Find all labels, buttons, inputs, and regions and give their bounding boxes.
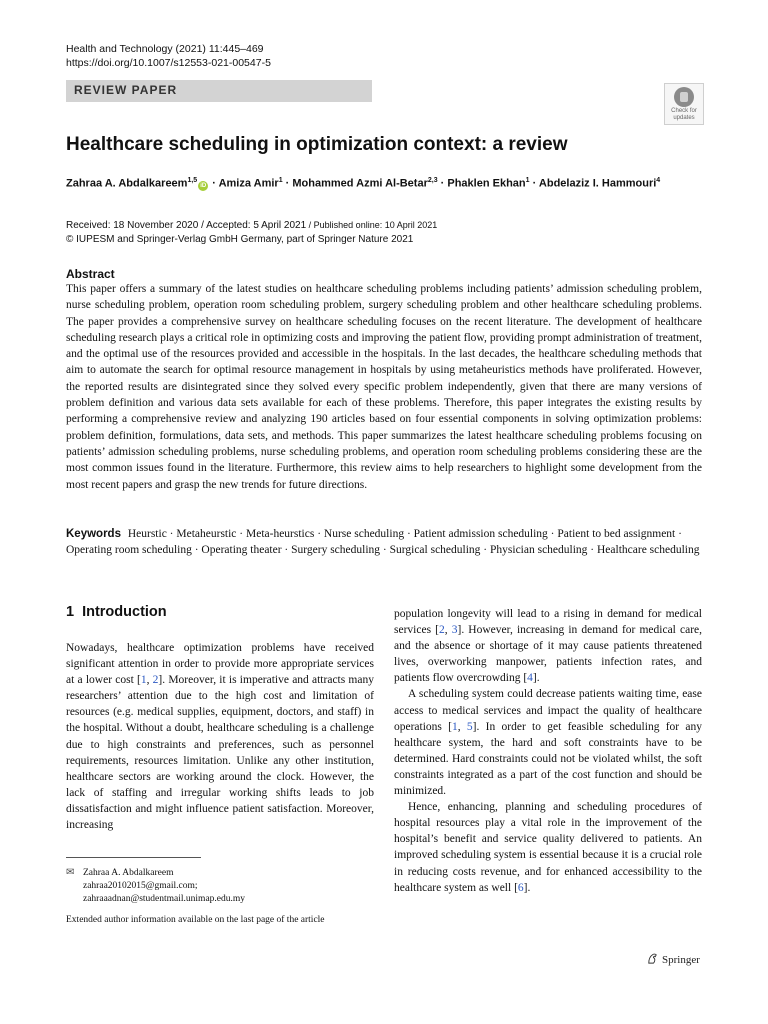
publisher-name: Springer: [662, 954, 700, 966]
citation-link[interactable]: 1: [452, 720, 458, 733]
paragraph-text: Nowadays, healthcare optimization problems have received significant attention in order to provide more appropriate services at a lower cost [: [66, 642, 374, 687]
section-title: Introduction: [82, 604, 167, 620]
author-affiliation: 1: [278, 177, 283, 184]
abstract-heading: Abstract: [66, 267, 115, 281]
author-name: Zahraa A. Abdalkareem: [66, 177, 188, 190]
author-email[interactable]: zahraa20102015@gmail.com;: [83, 881, 198, 891]
citation-link[interactable]: 5: [466, 720, 473, 733]
author-email[interactable]: zahraaadnan@studentmail.unimap.edu.my: [83, 894, 246, 904]
paragraph-text: ]. In order to get feasible scheduling for any healthcare system, the hard and soft constraints have to be determined. Hard constraints could not be violated whilst, the soft constraints integrated as a part of the cost function and should be minimized.: [394, 720, 703, 798]
paragraph-text: ,: [444, 624, 452, 637]
extended-author-note: Extended author information available on the last page of the article: [66, 915, 325, 925]
citation-link[interactable]: 2: [438, 624, 445, 637]
paper-title: Healthcare scheduling in optimization context: a review: [66, 134, 568, 155]
orcid-icon[interactable]: iD: [200, 182, 207, 189]
paragraph-text: Hence, enhancing, planning and scheduling procedures of hospital resources play a vital role in the improvement of the hospital’s benefit and service quality delivered to patients. An improved scheduling system is essential because it is a crucial role in reducing costs revenue, and for enhanced accessibility to the healthcare system as well [: [394, 801, 702, 894]
citation-link[interactable]: 1: [140, 674, 147, 687]
paragraph-text: ]. However, increasing in demand for medical care, and the absence or shortage of it may cause patients threatened lives, overworking manpower, patients infection rates, and patients flow overcrowding [: [394, 624, 702, 685]
check-updates-icon: [674, 87, 694, 107]
citation-link[interactable]: 3: [451, 624, 458, 637]
section-number: 1: [66, 604, 75, 620]
author-name: Mohammed Azmi Al-Betar: [292, 177, 428, 190]
author-name: Amiza Amir: [218, 177, 279, 190]
received-accepted-dates: Received: 18 November 2020 / Accepted: 5 April 2021: [66, 220, 307, 231]
article-type-banner: [66, 80, 372, 102]
author-affiliation: 4: [656, 177, 661, 184]
author-affiliation: 2,3: [427, 177, 438, 184]
check-updates-line2: updates: [673, 114, 695, 121]
corresponding-author-footnote: [66, 866, 245, 906]
paragraph: [394, 799, 702, 896]
paragraph-text: ]. Moreover, it is imperative and attracts many researchers’ attention due to the high cost and limitation of resources (e.g. medical supplies, equipment, doctors, and staff) in the hospital. Without a doubt, healthcare scheduling is a challenge due to high constraints and preferences, such as personnel requirements, resources limitation. Unlike any other institution, healthcare sectors are working around the clock. However, the lack of staffing and irregular working shifts leads to job dissatisfaction and might influence patient satisfaction. Moreover, increasing: [66, 674, 374, 832]
paragraph-text: A scheduling system could decrease patients waiting time, ease access to medical services and impact the quality of healthcare operations [: [394, 688, 702, 733]
paragraph-text: ].: [523, 881, 531, 894]
corresponding-author-name: Zahraa A. Abdalkareem: [83, 868, 174, 878]
paragraph: [394, 606, 702, 686]
envelope-icon: ✉: [66, 867, 75, 878]
section-heading-introduction: [66, 604, 167, 620]
journal-header: [66, 42, 271, 70]
paragraph: [66, 640, 374, 833]
copyright-line: © IUPESM and Springer-Verlag GmbH Germany, part of Springer Nature 2021: [66, 234, 414, 245]
citation-link[interactable]: 4: [527, 672, 533, 685]
author-name: Phaklen Ekhan: [447, 177, 526, 190]
check-updates-line1: Check for: [671, 108, 697, 114]
paragraph-text: ,: [457, 720, 467, 733]
keywords-heading: Keywords: [66, 528, 121, 540]
check-for-updates-badge[interactable]: [664, 83, 704, 125]
author-affiliation: 1: [525, 177, 530, 184]
published-online-date: / Published online: 10 April 2021: [306, 220, 438, 230]
journal-citation: Health and Technology (2021) 11:445–469: [66, 43, 264, 55]
paragraph-text: ].: [532, 672, 540, 685]
publisher-logo: [646, 952, 700, 966]
publication-dates: [66, 218, 437, 247]
author-list: Zahraa A. Abdalkareem$^{1,5}$iD · Amiza Amir$^1$ · Mohammed Azmi Al-Betar$^{2,3}$ · Phaklen Ekhan$^1$ · Abdelaziz I. Hammouri$^4$: [66, 177, 661, 190]
keywords-list: Heurstic · Metaheurstic · Meta-heurstics · Nurse scheduling · Patient admission scheduling · Patient to bed assignment · Operating room scheduling · Operating theater · Surgery scheduling · Surgical scheduling · Physician scheduling · Healthcare scheduling: [66, 528, 700, 556]
footnote-divider: [66, 857, 201, 858]
doi-link[interactable]: https://doi.org/10.1007/s12553-021-00547-5: [66, 57, 271, 69]
paragraph-text: ,: [146, 674, 153, 687]
right-column: [394, 606, 702, 896]
citation-link[interactable]: 6: [517, 881, 524, 894]
abstract-text: This paper offers a summary of the latest studies on healthcare scheduling problems including patients’ admission scheduling problem, nurse scheduling problem, operation room scheduling problem, surgery scheduling problem and other healthcare scheduling problems. The paper provides a comprehensive survey on healthcare scheduling focuses on the recent literature. The development of healthcare scheduling research plays a critical role in optimizing costs and improving the patient flow, providing prompt administration of treatment, and the optimal use of the resources provided and accessible in the hospitals. In the last decades, the healthcare scheduling methods that aim to automate the search for optimal resource management in hospitals by using metaheuristics methods have proliferated. However, the reported results are disintegrated since they solved every specific problem independently, given that there are many versions of problem definition and various data sets available for each of these problems. Therefore, this paper integrates the existing results by performing a comprehensive review and analyzing 190 articles based on four essential components in solving optimization problems: problem definition, formulations, data sets, and methods. This paper summarizes the latest healthcare scheduling problems focusing on patients’ admission scheduling problems, nurse scheduling problems, and operation room scheduling problems considering these are the most common issues found in the literature. Furthermore, this review aims to help researchers to highlight some development from the most recent papers and grasp the new trends for future directions.: [66, 283, 702, 491]
springer-horse-icon: [646, 952, 659, 965]
citation-link[interactable]: 2: [152, 674, 159, 687]
author-affiliation: 1,5: [187, 177, 198, 184]
author-name: Abdelaziz I. Hammouri: [538, 177, 657, 190]
paragraph: [394, 686, 702, 799]
left-column: [66, 640, 374, 833]
article-type-label: REVIEW PAPER: [74, 83, 178, 97]
paragraph-text: population longevity will lead to a rising in demand for medical services [: [394, 608, 702, 637]
keywords-block: [66, 526, 702, 558]
